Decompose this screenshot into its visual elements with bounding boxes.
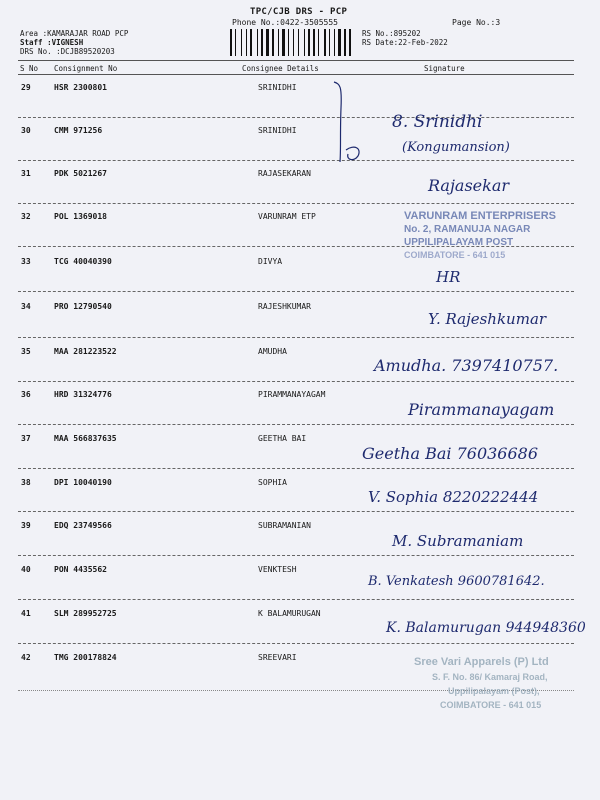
row-consignee: SUBRAMANIAN (258, 521, 311, 530)
header-rule-bottom (18, 74, 574, 75)
col-sno: S No (20, 64, 39, 73)
staff-label: Staff :VIGNESH (20, 38, 84, 47)
page-number: Page No.:3 (452, 18, 501, 27)
signature-bracket-mark (326, 78, 386, 168)
signature-37: Geetha Bai 76036686 (362, 444, 539, 463)
row-divider (18, 291, 574, 292)
row-sno: 41 (21, 609, 31, 618)
row-sno: 35 (21, 347, 31, 356)
rs-date: RS Date:22-Feb-2022 (362, 38, 448, 47)
row-divider (18, 203, 574, 204)
barcode-bar (241, 29, 242, 56)
row-sno: 42 (21, 653, 31, 662)
row-consignment: MAA 566837635 (54, 434, 117, 443)
stamp-sreevari-line3: Uppilipalayam (Post), (448, 686, 540, 696)
row-divider (18, 643, 574, 644)
row-sno: 40 (21, 565, 31, 574)
barcode-bar (298, 29, 299, 56)
barcode-bar (327, 29, 328, 56)
stamp-sreevari-line4: COIMBATORE - 641 015 (440, 700, 542, 710)
row-divider (18, 511, 574, 512)
row-consignee: SRINIDHI (258, 126, 297, 135)
barcode-bar (235, 29, 236, 56)
barcode-bar (246, 29, 247, 56)
row-consignment: HSR 2300801 (54, 83, 107, 92)
row-sno: 33 (21, 257, 31, 266)
col-consignee: Consignee Details (242, 64, 319, 73)
signature-41: K. Balamurugan 944948360 (386, 620, 586, 636)
table-row (0, 83, 600, 129)
row-consignee: PIRAMMANAYAGAM (258, 390, 326, 399)
barcode-image (230, 29, 354, 56)
barcode-bar (331, 29, 333, 56)
barcode-bar (306, 29, 307, 56)
row-divider (18, 555, 574, 556)
barcode-bar (259, 29, 260, 56)
row-consignment: TMG 200178824 (54, 653, 117, 662)
row-consignment: DPI 10040190 (54, 478, 112, 487)
stamp-sreevari-line2: S. F. No. 86/ Kamaraj Road, (432, 672, 548, 682)
barcode-bar (282, 29, 285, 56)
stamp-varunram-line4: COIMBATORE - 641 015 (404, 250, 506, 260)
table-row (0, 126, 600, 172)
barcode-bar (257, 29, 258, 56)
signature-29: 8. Srinidhi (392, 112, 483, 132)
barcode-bar (308, 29, 310, 56)
row-consignment: SLM 289952725 (54, 609, 117, 618)
row-sno: 29 (21, 83, 31, 92)
row-consignee: SREEVARI (258, 653, 297, 662)
row-consignment: PON 4435562 (54, 565, 107, 574)
row-sno: 30 (21, 126, 31, 135)
signature-38: V. Sophia 8220222444 (368, 488, 539, 506)
row-consignee: VARUNRAM ETP (258, 212, 316, 221)
row-consignee: RAJESHKUMAR (258, 302, 311, 311)
column-header (0, 62, 600, 74)
barcode-bar (336, 29, 337, 56)
signature-34: Y. Rajeshkumar (428, 310, 547, 328)
signature-33: HR (436, 268, 461, 286)
signature-31: Rajasekar (428, 176, 510, 195)
row-consignee: RAJASEKARAN (258, 169, 311, 178)
barcode-bar (313, 29, 315, 56)
barcode-bar (243, 29, 245, 56)
barcode-bar (288, 29, 289, 56)
row-consignment: HRD 31324776 (54, 390, 112, 399)
barcode-bar (329, 29, 330, 56)
stamp-varunram-line2: No. 2, RAMANUJA NAGAR (404, 224, 531, 235)
rs-number: RS No.:895202 (362, 29, 421, 38)
barcode-bar (352, 29, 353, 56)
table-row (0, 257, 600, 303)
barcode-bar (233, 29, 234, 56)
row-sno: 38 (21, 478, 31, 487)
barcode-bar (342, 29, 343, 56)
row-consignment: PDK 5021267 (54, 169, 107, 178)
barcode-bar (304, 29, 305, 56)
barcode-bar (324, 29, 326, 56)
row-consignment: POL 1369018 (54, 212, 107, 221)
row-sno: 34 (21, 302, 31, 311)
row-consignee: SOPHIA (258, 478, 287, 487)
row-divider (18, 160, 574, 161)
area-label: Area :KAMARAJAR ROAD PCP (20, 29, 129, 38)
row-sno: 32 (21, 212, 31, 221)
barcode-bar (250, 29, 252, 56)
barcode-bar (278, 29, 279, 56)
row-sno: 36 (21, 390, 31, 399)
barcode-bar (270, 29, 271, 56)
barcode-bar (344, 29, 346, 56)
barcode-bar (272, 29, 274, 56)
document-title: TPC/CJB DRS - PCP (250, 7, 348, 17)
row-consignee: DIVYA (258, 257, 283, 266)
barcode-bar (320, 29, 323, 56)
barcode-bar (347, 29, 348, 56)
row-divider (18, 468, 574, 469)
row-consignee: VENKTESH (258, 565, 297, 574)
barcode-bar (349, 29, 351, 56)
table-row (0, 169, 600, 215)
row-consignment: PRO 12790540 (54, 302, 112, 311)
stamp-varunram-line1: VARUNRAM ENTERPRISERS (404, 210, 556, 222)
barcode-bar (290, 29, 292, 56)
barcode-bar (275, 29, 277, 56)
barcode-bar (248, 29, 249, 56)
row-consignee: GEETHA BAI (258, 434, 307, 443)
row-consignment: EDQ 23749566 (54, 521, 112, 530)
row-divider (18, 381, 574, 382)
row-sno: 31 (21, 169, 31, 178)
signature-40: B. Venkatesh 9600781642. (368, 574, 545, 589)
stamp-varunram-line3: UPPILIPALAYAM POST (404, 237, 514, 248)
row-divider (18, 117, 574, 118)
phone-number: Phone No.:0422-3505555 (232, 18, 338, 27)
drs-number: DRS No. :DCJB89520203 (20, 47, 115, 56)
row-divider (18, 337, 574, 338)
barcode-bar (237, 29, 240, 56)
row-sno: 39 (21, 521, 31, 530)
barcode-bar (264, 29, 265, 56)
barcode-bar (293, 29, 294, 56)
barcode-bar (311, 29, 312, 56)
barcode-bar (280, 29, 281, 56)
barcode-bar (338, 29, 341, 56)
signature-36: Pirammanayagam (408, 400, 555, 419)
row-divider (18, 424, 574, 425)
barcode-bar (261, 29, 263, 56)
row-consignment: MAA 281223522 (54, 347, 117, 356)
signature-35: Amudha. 7397410757. (374, 356, 559, 375)
row-sno: 37 (21, 434, 31, 443)
row-consignee: AMUDHA (258, 347, 287, 356)
stamp-sreevari-line1: Sree Vari Apparels (P) Ltd (414, 656, 549, 668)
barcode-bar (334, 29, 335, 56)
barcode-bar (318, 29, 319, 56)
row-consignee: K BALAMURUGAN (258, 609, 321, 618)
row-consignee: SRINIDHI (258, 83, 297, 92)
barcode-bar (295, 29, 297, 56)
row-consignment: CMM 971256 (54, 126, 103, 135)
header-rule-top (18, 60, 574, 61)
barcode-bar (266, 29, 269, 56)
barcode-bar (286, 29, 287, 56)
row-consignment: TCG 40040390 (54, 257, 112, 266)
barcode-bar (300, 29, 303, 56)
barcode-bar (230, 29, 232, 56)
barcode-bar (253, 29, 256, 56)
barcode-bar (316, 29, 317, 56)
signature-30: (Kongumansion) (402, 140, 510, 155)
col-consignment: Consignment No (54, 64, 118, 73)
row-divider (18, 599, 574, 600)
col-signature: Signature (424, 64, 465, 73)
signature-39: M. Subramaniam (392, 532, 524, 550)
